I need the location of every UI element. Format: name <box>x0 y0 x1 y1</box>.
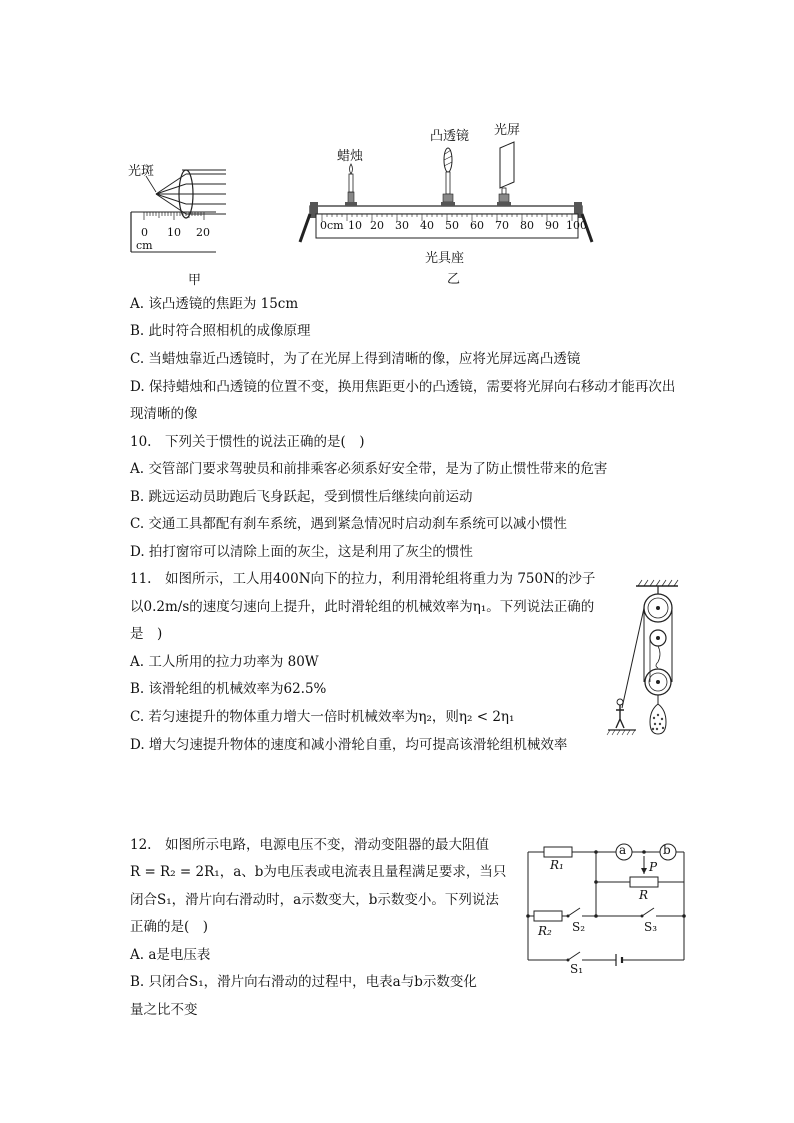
fig-yi-lens-label: 凸透镜 <box>430 129 470 144</box>
q9-option-c: C. 当蜡烛靠近凸透镜时，为了在光屏上得到清晰的像，应将光屏远离凸透镜 <box>130 351 581 367</box>
q12-option-b-cont: 量之比不变 <box>130 1002 198 1018</box>
q10-option-a: A. 交管部门要求驾驶员和前排乘客必须系好安全带，是为了防止惯性带来的危害 <box>130 461 608 477</box>
circuit-label-s1: S₁ <box>570 962 584 976</box>
q9-option-d-cont: 现清晰的像 <box>130 406 198 422</box>
q11-option-d: D. 增大匀速提升物体的速度和减小滑轮自重，均可提高该滑轮组机械效率 <box>130 737 568 753</box>
circuit-meter-b: b <box>663 843 671 857</box>
ruler-label-90: 90 <box>545 219 559 232</box>
q9-option-d: D. 保持蜡烛和凸透镜的位置不变，换用焦距更小的凸透镜，需要将光屏向右移动才能再次出 <box>130 379 676 395</box>
ruler-label-70: 70 <box>495 219 509 232</box>
circuit-label-s2: S₂ <box>572 920 586 934</box>
ruler-label-10: 10 <box>348 219 362 232</box>
fig-jia-caption: 甲 <box>188 273 202 288</box>
q11-option-b: B. 该滑轮组的机械效率为62.5% <box>130 681 327 697</box>
fig-yi-ruler-labels <box>318 219 587 235</box>
q11-option-a: A. 工人所用的拉力功率为 80W <box>130 654 319 670</box>
ruler-label-20: 20 <box>370 219 384 232</box>
circuit-label-p: P <box>649 860 658 874</box>
q9-option-a: A. 该凸透镜的焦距为 15cm <box>130 296 299 312</box>
q11-stem-line-2: 以0.2m/s的速度匀速向上提升，此时滑轮组的机械效率为η₁。下列说法正确的 <box>130 599 595 615</box>
candle-icon <box>345 164 357 206</box>
ruler-label-60: 60 <box>470 219 484 232</box>
fig-jia-tick-0: 0 <box>141 226 148 239</box>
pulley-figure <box>606 578 686 743</box>
fig-yi-candle-label: 蜡烛 <box>337 149 364 164</box>
ruler-label-40: 40 <box>420 219 434 232</box>
q11-option-c: C. 若匀速提升的物体重力增大一倍时机械效率为η₂，则η₂ < 2η₁ <box>130 709 515 725</box>
fig-jia-tick-20: 20 <box>196 226 210 239</box>
circuit-figure <box>518 838 694 978</box>
q12-option-b: B. 只闭合S₁，滑片向右滑动的过程中，电表a与b示数变化 <box>130 974 477 990</box>
q12-stem-line-4: 正确的是( ) <box>130 919 209 935</box>
lens-icon <box>441 148 455 206</box>
q10-stem: 10. 下列关于惯性的说法正确的是( ) <box>130 434 365 450</box>
pulley-drawing <box>606 578 686 743</box>
ruler-label-50: 50 <box>445 219 459 232</box>
screen-icon <box>497 142 514 206</box>
fig-yi-bench-label: 光具座 <box>425 251 465 266</box>
q12-stem-line-1: 12. 如图所示电路，电源电压不变，滑动变阻器的最大阻值 <box>130 837 489 853</box>
fig-jia-tick-10: 10 <box>167 226 181 239</box>
q10-option-d: D. 拍打窗帘可以清除上面的灰尘，这是利用了灰尘的惯性 <box>130 544 473 560</box>
circuit-drawing <box>518 838 694 978</box>
q12-option-a: A. a是电压表 <box>130 947 211 963</box>
ruler-label-30: 30 <box>395 219 409 232</box>
q9-option-b: B. 此时符合照相机的成像原理 <box>130 323 311 339</box>
fig-jia-unit: cm <box>136 239 153 252</box>
q10-option-c: C. 交通工具都配有刹车系统，遇到紧急情况时启动刹车系统可以减小惯性 <box>130 516 567 532</box>
ruler-label-80: 80 <box>520 219 534 232</box>
q12-stem-line-2: R = R₂ = 2R₁，a、b为电压表或电流表且量程满足要求，当只 <box>130 864 507 880</box>
q10-option-b: B. 跳远运动员助跑后飞身跃起，受到惯性后继续向前运动 <box>130 489 473 505</box>
ruler-label-100: 100 <box>566 219 587 232</box>
circuit-label-r: R <box>639 888 649 902</box>
q11-stem-line-3: 是 ) <box>130 626 163 642</box>
circuit-label-s3: S₃ <box>644 920 658 934</box>
q11-stem-line-1: 11. 如图所示，工人用400N向下的拉力，利用滑轮组将重力为 750N的沙子 <box>130 571 596 587</box>
ruler-label-0: 0cm <box>320 219 344 232</box>
fig-yi-caption: 乙 <box>447 272 461 287</box>
circuit-label-r2: R₂ <box>538 924 552 938</box>
circuit-label-r1: R₁ <box>550 858 564 872</box>
fig-jia-guangban-label: 光斑 <box>128 164 155 179</box>
fig-yi-screen-label: 光屏 <box>494 123 521 138</box>
q12-stem-line-3: 闭合S₁，滑片向右滑动时，a示数变大，b示数变小。下列说法 <box>130 892 499 908</box>
circuit-meter-a: a <box>619 843 627 857</box>
